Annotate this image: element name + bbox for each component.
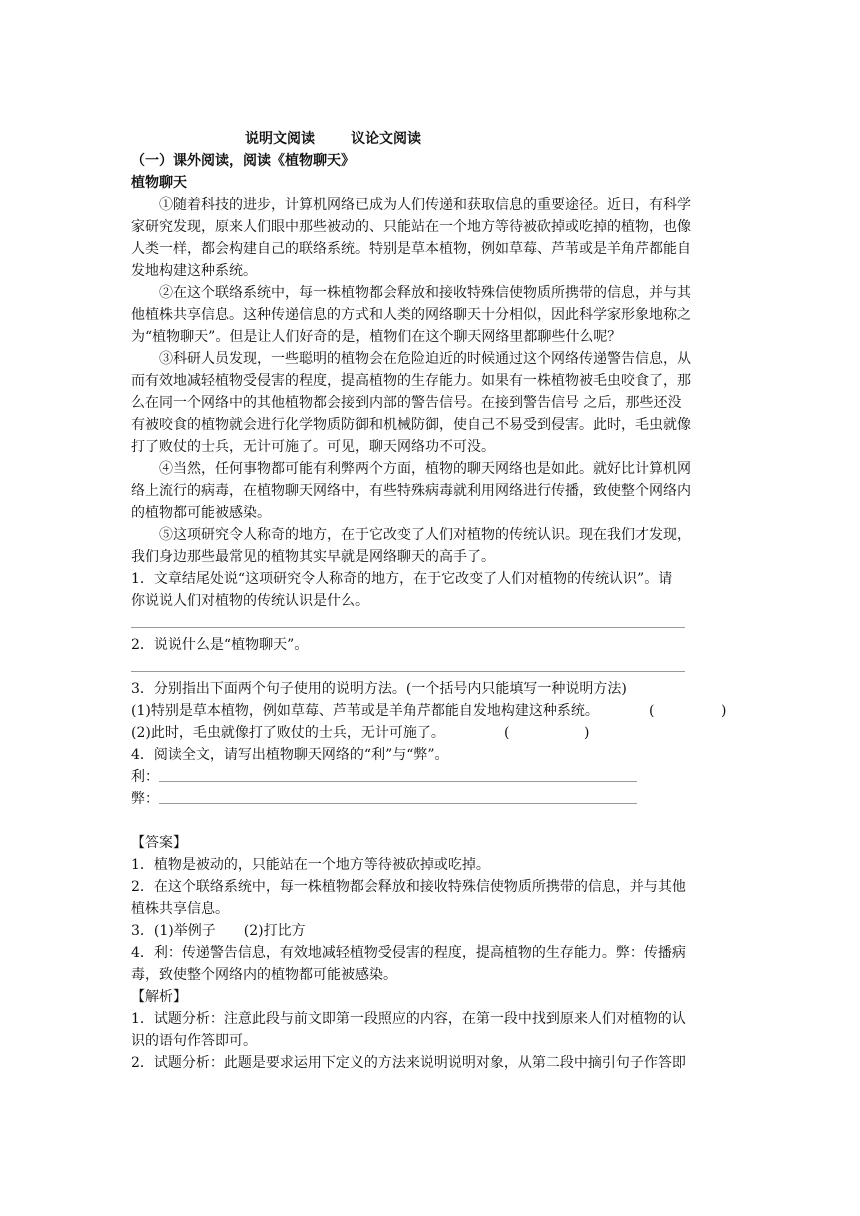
question-4: 4．阅读全文，请写出植物聊天网络的“利”与“弊”。 xyxy=(131,747,449,763)
answer-line-li[interactable] xyxy=(159,781,637,782)
answer-line-bi[interactable] xyxy=(159,803,637,804)
answer-paren-close-q3-2[interactable]: ) xyxy=(584,725,590,741)
document-page xyxy=(131,128,741,1074)
article-paragraph-1: ①随着科技的进步，计算机网络已成为人们传递和获取信息的重要途径。近日，有科学 家研究发现，原来人们眼中那些被动的、只能站在一个地方等待被砍掉或吃掉的植物，也像 人类一样，都会构建自己的联络系统。特别是草本植物，例如草莓、芦苇或是羊角芹都能自 发地构建这种系统。 xyxy=(131,197,691,279)
document-header xyxy=(131,128,741,150)
bi-label: 弊： xyxy=(131,791,159,807)
article-paragraph-4: ④当然，任何事物都可能有利弊两个方面，植物的聊天网络也是如此。就好比计算机网 络上流行的病毒，在植物聊天网络中，有些特殊病毒就利用网络进行传播，致使整个网络内 的植物都可能被感染。 xyxy=(131,461,691,521)
answer-line-q1[interactable] xyxy=(131,612,741,634)
header-title-argumentative: 议论文阅读 xyxy=(351,131,421,147)
analysis-1: 1．试题分析：注意此段与前文即第一段照应的内容，在第一段中找到原来人们对植物的认 识的语句作答即可。 xyxy=(131,1011,686,1049)
section-heading: （一）课外阅读，阅读《植物聊天》 xyxy=(131,153,355,169)
answer-1: 1．植物是被动的，只能站在一个地方等待被砍掉或吃掉。 xyxy=(131,857,490,873)
question-3: 3．分别指出下面两个句子使用的说明方法。(一个括号内只能填写一种说明方法) xyxy=(131,681,627,697)
answer-row-li xyxy=(131,766,741,788)
answer-2: 2．在这个联络系统中，每一株植物都会释放和接收特殊信使物质所携带的信息，并与其他 植株共享信息。 xyxy=(131,879,686,917)
question-3-1: (1)特别是草本植物，例如草莓、芦苇或是羊角芹都能自发地构建这种系统。 ( ) xyxy=(131,700,741,722)
answer-line-q2[interactable] xyxy=(131,656,741,678)
answer-paren-open-q3-2[interactable]: ( xyxy=(504,725,510,741)
li-label: 利： xyxy=(131,769,159,785)
answer-3: 3．(1)举例子 (2)打比方 xyxy=(131,923,306,939)
article-paragraph-5: ⑤这项研究令人称奇的地方，在于它改变了人们对植物的传统认识。现在我们才发现， 我们身边那些最常见的植物其实早就是网络聊天的高手了。 xyxy=(131,527,691,565)
answer-paren-open-q3-1[interactable]: ( xyxy=(649,703,655,719)
answer-row-bi xyxy=(131,788,741,810)
header-title-expository: 说明文阅读 xyxy=(245,131,315,147)
question-1: 1．文章结尾处说“这项研究令人称奇的地方，在于它改变了人们对植物的传统认识”。请 你说说人们对植物的传统认识是什么。 xyxy=(131,571,673,609)
analysis-2: 2．试题分析：此题是要求运用下定义的方法来说明说明对象，从第二段中摘引句子作答即 xyxy=(131,1055,686,1071)
answers-heading: 【答案】 xyxy=(131,835,187,851)
answer-paren-close-q3-1[interactable]: ) xyxy=(721,703,727,719)
question-3-2: (2)此时，毛虫就像打了败仗的士兵，无计可施了。 ( ) xyxy=(131,722,741,744)
article-title: 植物聊天 xyxy=(131,175,187,191)
article-paragraph-2: ②在这个联络系统中，每一株植物都会释放和接收特殊信使物质所携带的信息，并与其 他植株共享信息。这种传递信息的方式和人类的网络聊天十分相似，因此科学家形象地称之 为“植物聊天”。但是让人们好奇的是，植物们在这个聊天网络里都聊些什么呢？ xyxy=(131,285,691,345)
question-2: 2．说说什么是“植物聊天”。 xyxy=(131,637,309,653)
answer-4: 4．利：传递警告信息，有效地减轻植物受侵害的程度，提高植物的生存能力。弊：传播病 毒，致使整个网络内的植物都可能被感染。 xyxy=(131,945,686,983)
article-paragraph-3: ③科研人员发现，一些聪明的植物会在危险迫近的时候通过这个网络传递警告信息，从 而有效地减轻植物受侵害的程度，提高植物的生存能力。如果有一株植物被毛虫咬食了，那 么在同一个网络中的其他植物都会接到内部的警告信号。在接到警告信号 之后，那些还没 有被咬食的植物就会进行化学物质防御和机械防御，使自己不易受到侵害。此时，毛虫就像 打了败仗的士兵，无计可施了。可见，聊天网络功不可没。 xyxy=(131,351,691,455)
analysis-heading: 【解析】 xyxy=(131,989,187,1005)
